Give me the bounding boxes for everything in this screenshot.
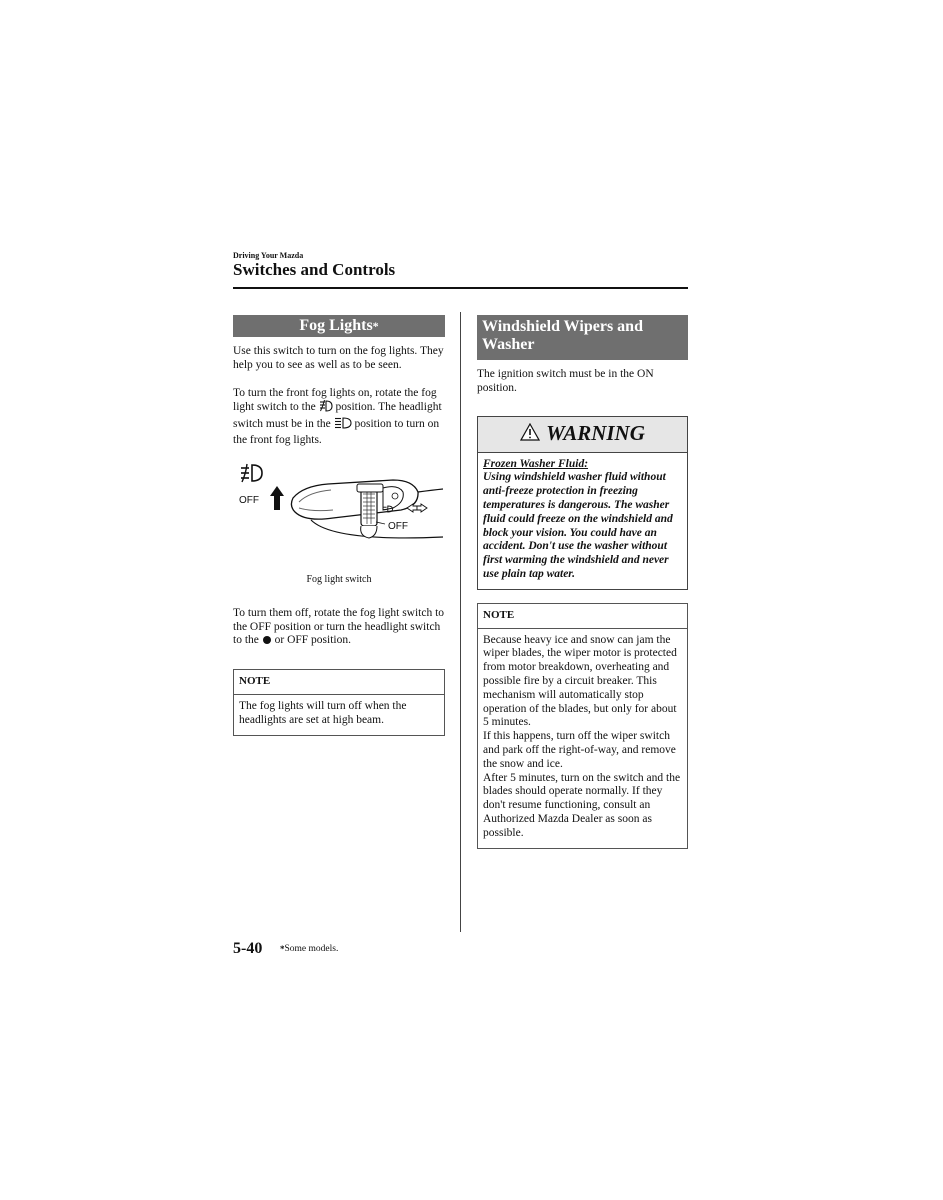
fog-light-symbol-icon bbox=[241, 464, 262, 482]
fog-lights-on-instructions bbox=[233, 387, 445, 448]
column-divider bbox=[460, 312, 461, 932]
right-note-label: NOTE bbox=[478, 604, 687, 629]
headlight-icon bbox=[334, 417, 352, 434]
left-note-box bbox=[233, 669, 445, 735]
instr-text-c: The headlight switch must be in the bbox=[233, 401, 442, 431]
parking-light-icon bbox=[262, 635, 272, 650]
warning-box bbox=[477, 416, 688, 590]
heading-asterisk: * bbox=[372, 319, 379, 333]
fog-lights-intro: Use this switch to turn on the fog lights. They help you to see as well as to be seen. bbox=[233, 345, 444, 371]
wipers-heading: Windshield Wipers and Washer bbox=[477, 315, 688, 360]
warning-text: Using windshield washer fluid without anti-freeze protection in freezing temperatures is dangerous. The washer fluid could freeze on the windshield and block your vision. You could have an accident. Don't use the washer without first warming the windshield and never use plain tap water. bbox=[483, 471, 673, 580]
off-label-left: OFF bbox=[239, 494, 259, 506]
right-note-text-1: Because heavy ice and snow can jam the wiper blades, the wiper motor is protected from motor breakdown, overheating and possible fire by a circuit breaker. This mechanism will automatically stop operation of the blades, but only for about 5 minutes. bbox=[483, 633, 677, 729]
fog-light-switch-illustration bbox=[233, 462, 445, 572]
fog-lights-heading-text: Fog Lights bbox=[299, 317, 373, 334]
warning-title: WARNING bbox=[546, 421, 645, 446]
instr-text-b: position. bbox=[335, 401, 376, 414]
right-note-body bbox=[478, 629, 687, 848]
section-label: Driving Your Mazda bbox=[233, 251, 304, 260]
footnote-asterisk: * bbox=[280, 944, 285, 954]
page-number: 5-40 bbox=[233, 940, 263, 957]
warning-subtitle: Frozen Washer Fluid: bbox=[483, 457, 589, 470]
warning-body bbox=[478, 453, 687, 589]
right-note-box bbox=[477, 603, 688, 849]
fog-light-icon bbox=[319, 400, 333, 417]
page-title: Switches and Controls bbox=[233, 260, 396, 279]
left-note-text: The fog lights will turn off when the headlights are set at high beam. bbox=[239, 699, 407, 726]
fog-lights-heading bbox=[233, 315, 445, 337]
right-note-text-3: After 5 minutes, turn on the switch and the blades should operate normally. If they don't resume functioning, consult an Authorized Mazda Dealer as soon as possible. bbox=[483, 771, 681, 839]
fog-light-switch-figure bbox=[233, 462, 445, 622]
off-label-right: OFF bbox=[388, 520, 408, 532]
warning-triangle-icon bbox=[520, 423, 540, 446]
footnote-text: Some models. bbox=[284, 944, 339, 954]
off-text-a: To turn them off, rotate the fog light switch to the OFF position or turn the headlight switch to the bbox=[233, 606, 445, 647]
left-note-label: NOTE bbox=[234, 670, 444, 695]
instr-text-d: position to turn on the front fog lights. bbox=[233, 418, 440, 446]
left-column bbox=[233, 315, 445, 736]
rotate-arrow-icon bbox=[270, 486, 284, 510]
right-note-text-2: If this happens, turn off the wiper switch and park off the right-of-way, and remove the snow and ice. bbox=[483, 730, 676, 770]
figure-caption: Fog light switch bbox=[306, 573, 372, 585]
instr-text-a: To turn the front fog lights on, rotate the fog light switch to the bbox=[233, 386, 437, 414]
off-text-b: or OFF position. bbox=[274, 634, 351, 647]
wipers-intro: The ignition switch must be in the ON position. bbox=[477, 368, 654, 394]
right-column bbox=[477, 315, 688, 849]
title-divider bbox=[233, 287, 688, 289]
warning-header bbox=[478, 417, 687, 453]
footnote bbox=[280, 944, 338, 954]
